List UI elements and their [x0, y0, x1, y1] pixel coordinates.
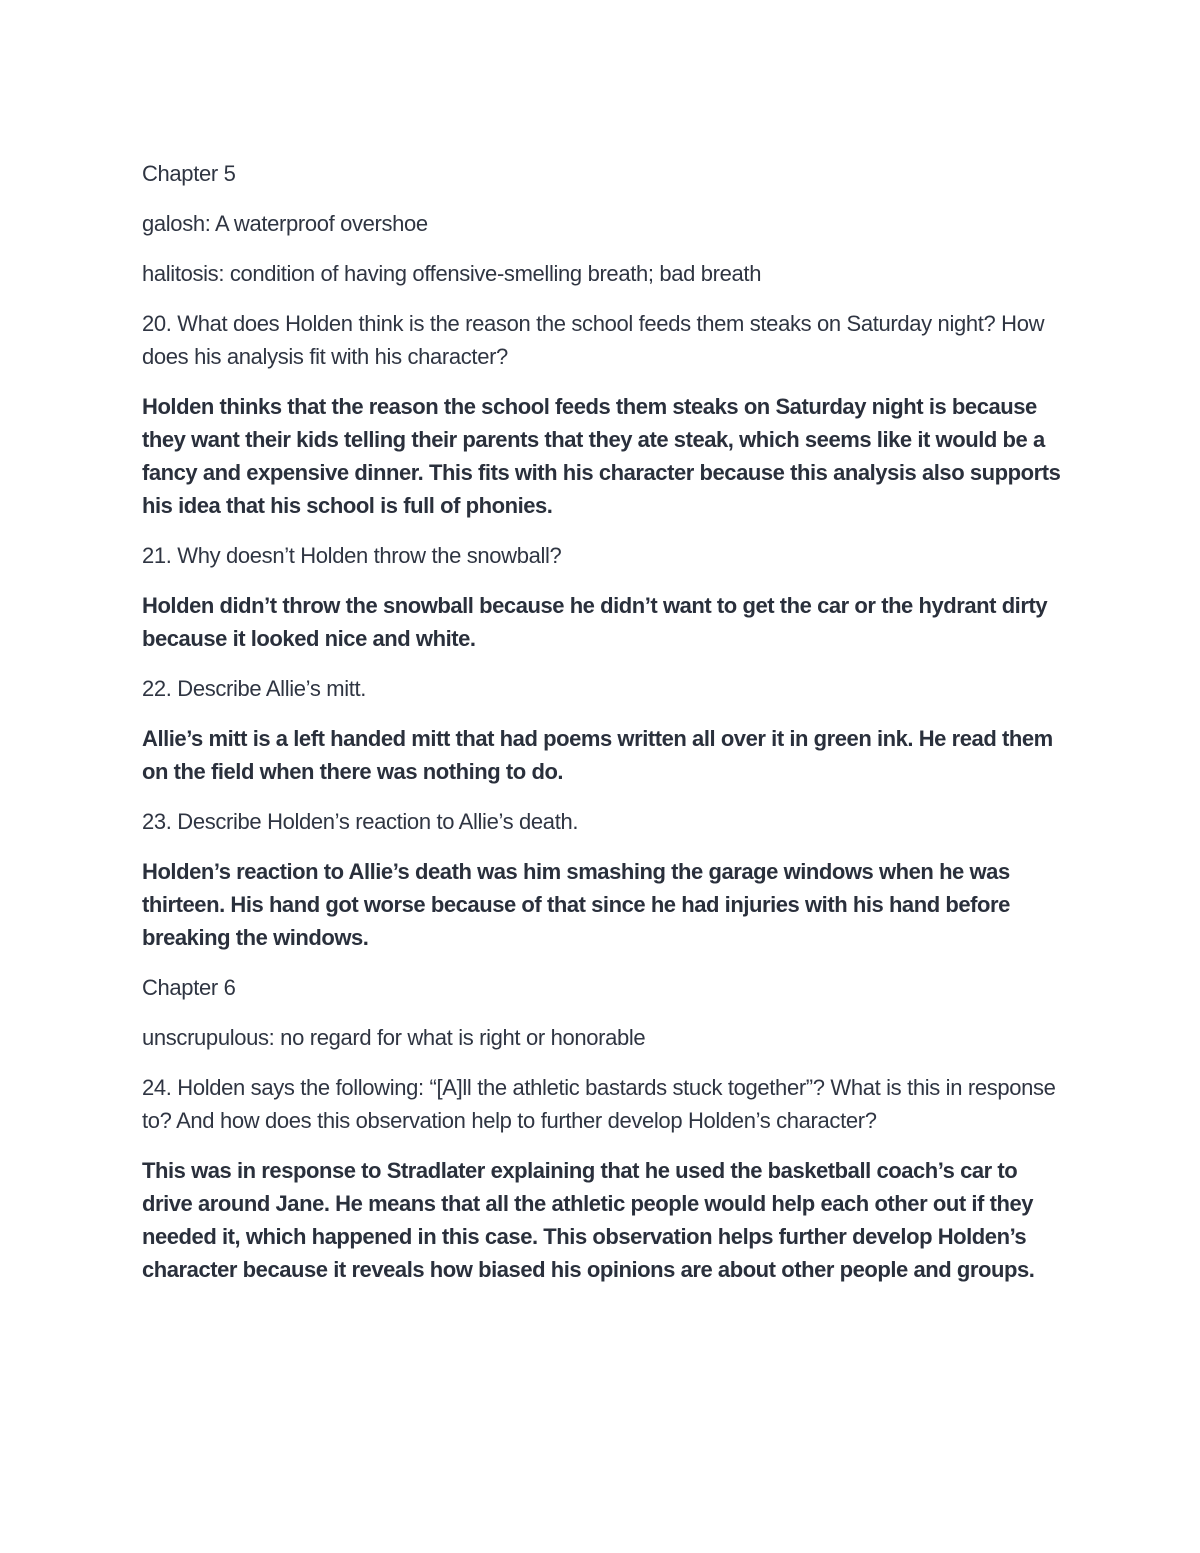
- vocab-halitosis: halitosis: condition of having offensive-smelling breath; bad breath: [142, 261, 762, 286]
- question-22: 22. Describe Allie’s mitt.: [142, 676, 367, 701]
- question-20: 20. What does Holden think is the reason the school feeds them steaks on Saturday night? How does his analysis fit with his character?: [142, 311, 1045, 369]
- question-23: 23. Describe Holden’s reaction to Allie’s death.: [142, 809, 579, 834]
- answer-24: This was in response to Stradlater explaining that he used the basketball coach’s car to drive around Jane. He means that all the athletic people would help each other out if they needed it, which happened in this case. This observation helps further develop Holden’s character because it reveals how biased his opinions are about other people and groups.: [142, 1158, 1035, 1282]
- answer-20: Holden thinks that the reason the school feeds them steaks on Saturday night is because they want their kids telling their parents that they ate steak, which seems like it would be a fancy and expensive dinner. This fits with his character because this analysis also supports his idea that his school is full of phonies.: [142, 394, 1061, 518]
- vocab-galosh: galosh: A waterproof overshoe: [142, 211, 428, 236]
- vocab-unscrupulous: unscrupulous: no regard for what is right or honorable: [142, 1025, 646, 1050]
- document-body: [142, 157, 1072, 1286]
- chapter-5-heading: Chapter 5: [142, 161, 236, 186]
- question-24: 24. Holden says the following: “[A]ll the athletic bastards stuck together”? What is this in response to? And how does this observation help to further develop Holden’s character?: [142, 1075, 1056, 1133]
- answer-22: Allie’s mitt is a left handed mitt that had poems written all over it in green ink. He read them on the field when there was nothing to do.: [142, 726, 1053, 784]
- question-21: 21. Why doesn’t Holden throw the snowball?: [142, 543, 562, 568]
- answer-23: Holden’s reaction to Allie’s death was him smashing the garage windows when he was thirteen. His hand got worse because of that since he had injuries with his hand before breaking the windows.: [142, 859, 1010, 950]
- answer-21: Holden didn’t throw the snowball because he didn’t want to get the car or the hydrant dirty because it looked nice and white.: [142, 593, 1048, 651]
- chapter-6-heading: Chapter 6: [142, 975, 236, 1000]
